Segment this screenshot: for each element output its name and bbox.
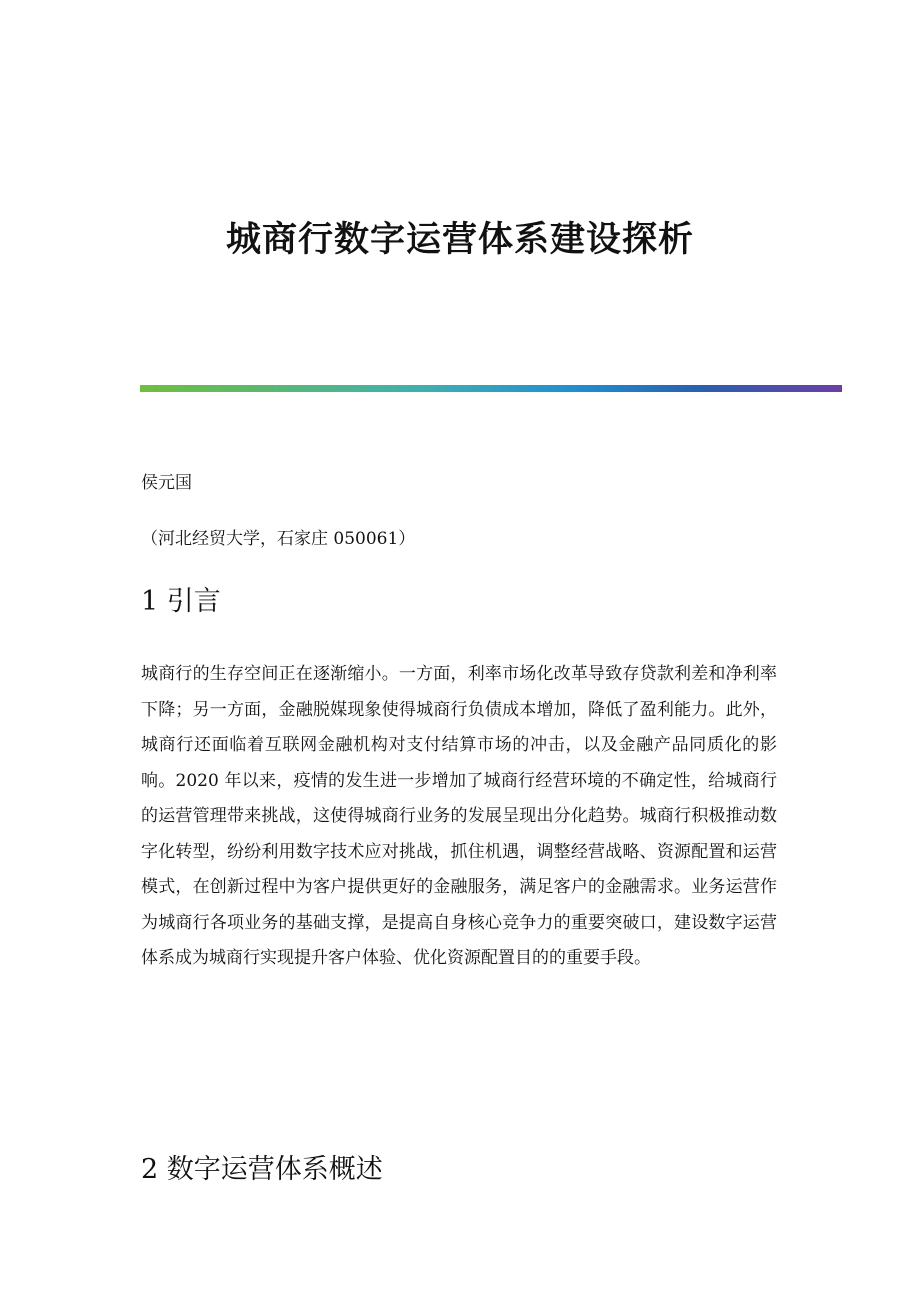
author-name: 侯元国 [141, 473, 192, 493]
section-heading-overview: 2 数字运营体系概述 [141, 1154, 383, 1185]
section-heading-introduction: 1 引言 [141, 586, 221, 617]
document-title: 城商行数字运营体系建设探析 [225, 219, 694, 260]
author-affiliation: （河北经贸大学，石家庄 050061） [141, 529, 416, 549]
title-divider [140, 385, 842, 392]
introduction-paragraph: 城商行的生存空间正在逐渐缩小。一方面，利率市场化改革导致存贷款利差和净利率下降；另一方面，金融脱媒现象使得城商行负债成本增加，降低了盈利能力。此外，城商行还面临着互联网金融机构对支付结算市场的冲击，以及金融产品同质化的影响。2020 年以来，疫情的发生进一步增加了城商行经营环境的不确定性，给城商行的运营管理带来挑战，这使得城商行业务的发展呈现出分化趋势。城商行积极推动数字化转型，纷纷利用数字技术应对挑战，抓住机遇，调整经营战略、资源配置和运营模式，在创新过程中为客户提供更好的金融服务，满足客户的金融需求。业务运营作为城商行各项业务的基础支撑，是提高自身核心竞争力的重要突破口，建设数字运营体系成为城商行实现提升客户体验、优化资源配置目的的重要手段。 [141, 664, 777, 968]
